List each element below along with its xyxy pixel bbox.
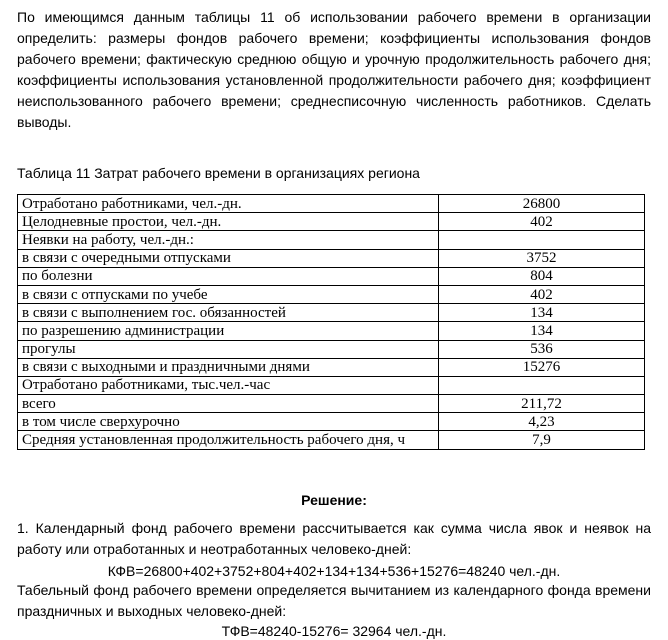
table-row — [18, 376, 645, 394]
table-row — [18, 304, 645, 322]
row-label: всего — [18, 395, 439, 413]
row-value — [439, 376, 645, 394]
row-value: 3752 — [439, 249, 645, 267]
row-value: 402 — [439, 285, 645, 303]
row-label: по болезни — [18, 267, 439, 285]
row-label: в связи с выполнением гос. обязанностей — [18, 304, 439, 322]
row-label: в том числе сверхурочно — [18, 413, 439, 431]
table-row — [18, 340, 645, 358]
row-value: 211,72 — [439, 395, 645, 413]
row-label: по разрешению администрации — [18, 322, 439, 340]
table-row — [18, 413, 645, 431]
task-description: По имеющимся данным таблицы 11 об использовании рабочего времени в организации определить: размеры фондов рабочего времени; коэффициенты использования фондов рабочего времени; фактическую среднюю общую и урочную продолжительность рабочего дня; коэффициенты использования установленной продолжительности рабочего дня; коэффициент неиспользованного рабочего времени; среднесписочную численность работников. Сделать выводы. — [17, 9, 651, 130]
table-row — [18, 249, 645, 267]
row-value: 134 — [439, 322, 645, 340]
row-value: 26800 — [439, 195, 645, 213]
row-value: 402 — [439, 213, 645, 231]
row-value: 804 — [439, 267, 645, 285]
table-row — [18, 285, 645, 303]
row-value: 15276 — [439, 358, 645, 376]
row-value: 134 — [439, 304, 645, 322]
solution-paragraph-2: Табельный фонд рабочего времени определяется вычитанием из календарного фонда времени праздничных и выходных человеко-дней: — [17, 582, 651, 619]
table-row — [18, 358, 645, 376]
table-caption: Таблица 11 Затрат рабочего времени в организациях региона — [17, 165, 420, 181]
row-label: Целодневные простои, чел.-дн. — [18, 213, 439, 231]
row-value: 4,23 — [439, 413, 645, 431]
row-label: в связи с отпусками по учебе — [18, 285, 439, 303]
table-row — [18, 431, 645, 449]
formula-tabular-fund: ТФВ=48240-15276= 32964 чел.-дн. — [221, 623, 447, 639]
table-row — [18, 267, 645, 285]
row-label: Неявки на работу, чел.-дн.: — [18, 231, 439, 249]
solution-paragraph-1: 1. Календарный фонд рабочего времени рассчитывается как сумма числа явок и неявок на работу или отработанных и неотработанных человеко-дней: — [17, 520, 651, 557]
work-time-table — [17, 194, 645, 450]
table-row — [18, 322, 645, 340]
formula-calendar-fund: КФВ=26800+402+3752+804+402+134+134+536+15276=48240 чел.-дн. — [107, 563, 561, 579]
row-label: прогулы — [18, 340, 439, 358]
row-label: Отработано работниками, чел.-дн. — [18, 195, 439, 213]
solution-title: Решение: — [301, 492, 367, 508]
row-value — [439, 231, 645, 249]
row-value: 536 — [439, 340, 645, 358]
row-label: Средняя установленная продолжительность рабочего дня, ч — [18, 431, 439, 449]
table-row — [18, 213, 645, 231]
row-label: в связи с очередными отпусками — [18, 249, 439, 267]
table-row — [18, 395, 645, 413]
table-row — [18, 231, 645, 249]
row-value: 7,9 — [439, 431, 645, 449]
table-row — [18, 195, 645, 213]
row-label: в связи с выходными и праздничными днями — [18, 358, 439, 376]
row-label: Отработано работниками, тыс.чел.-час — [18, 376, 439, 394]
